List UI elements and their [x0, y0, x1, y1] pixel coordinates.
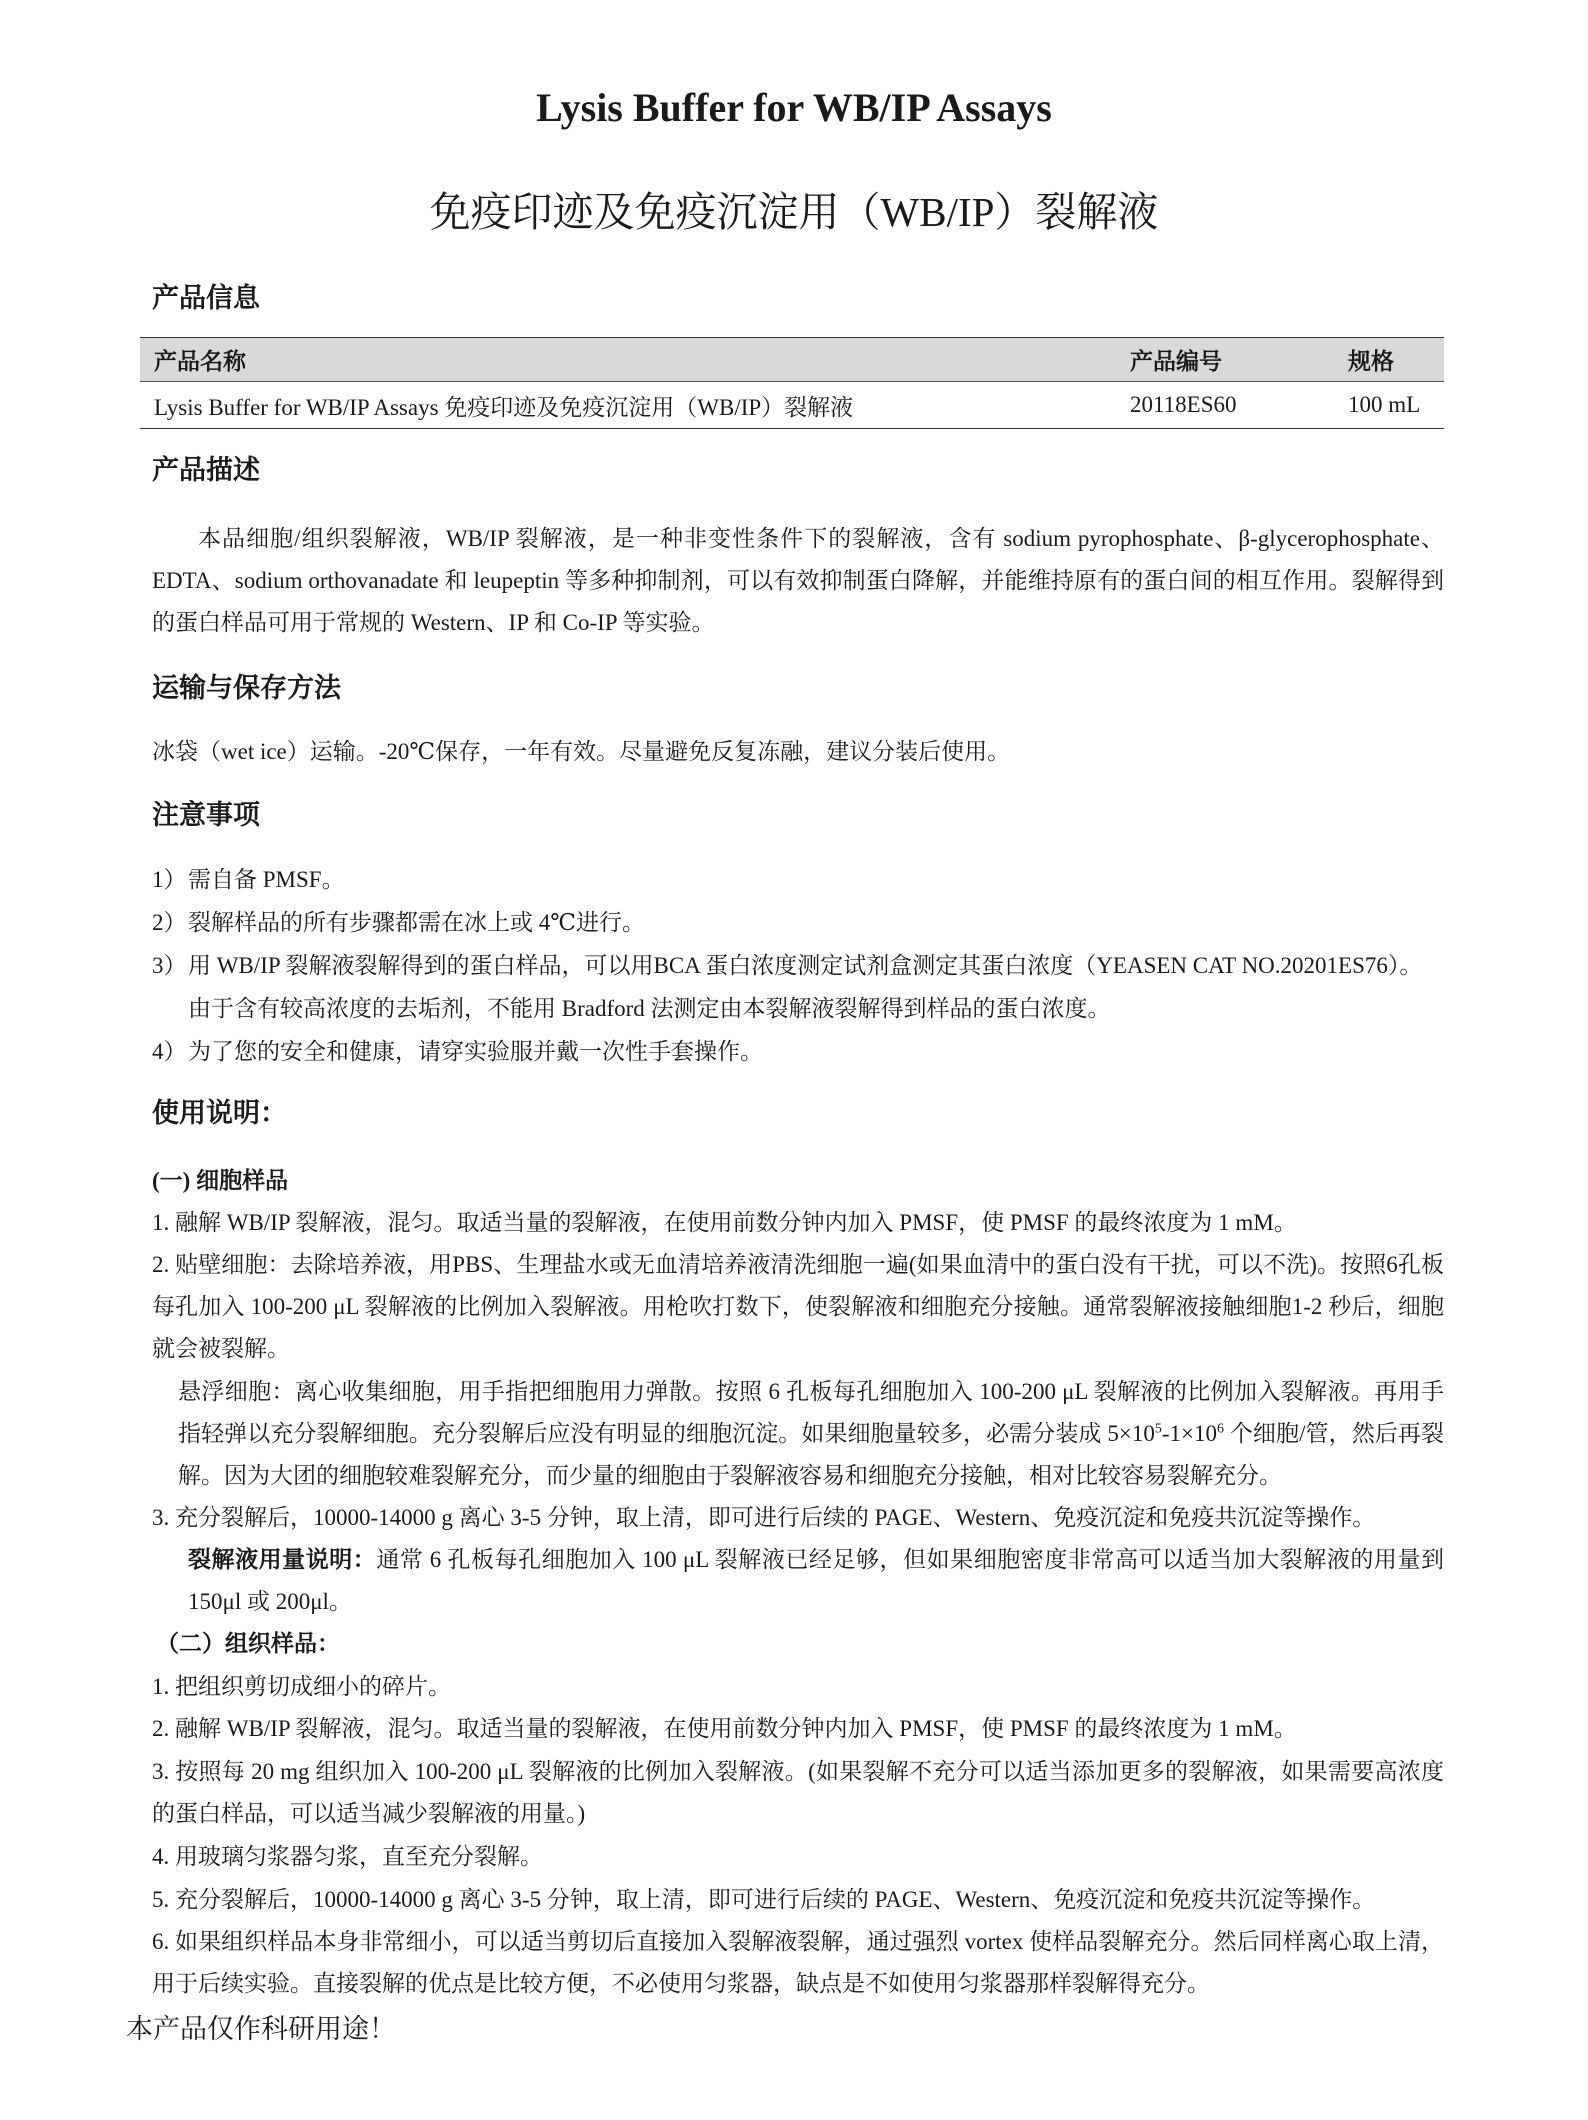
- cell-product-name: Lysis Buffer for WB/IP Assays 免疫印迹及免疫沉淀用（WB/IP）裂解液: [140, 382, 1116, 429]
- header-catalog-number: 产品编号: [1116, 338, 1334, 382]
- footer-research-use: 本产品仅作科研用途！: [126, 2014, 396, 2044]
- usage-heading: 使用说明：: [152, 1098, 287, 1128]
- product-info-heading: 产品信息: [152, 283, 260, 313]
- description-text: 本品细胞/组织裂解液，WB/IP 裂解液，是一种非变性条件下的裂解液，含有 sodium pyrophosphate、β-glycerophosphate、EDTA、sodium orthovanadate 和 leupeptin 等多种抑制剂，可以有效抑制蛋白降解，并能维持原有的蛋白间的相互作用。裂解得到的蛋白样品可用于常规的 Western、IP 和 Co-IP 等实验。: [152, 526, 1444, 635]
- description-heading: 产品描述: [152, 455, 260, 485]
- tissue-step-6: 6. 如果组织样品本身非常细小，可以适当剪切后直接加入裂解液裂解，通过强烈 vortex 使样品裂解充分。然后同样离心取上清，用于后续实验。直接裂解的优点是比较方便，不必使用匀浆器，缺点是不如使用匀浆器那样裂解得充分。: [152, 1929, 1444, 1996]
- note-item-4: 4）为了您的安全和健康，请穿实验服并戴一次性手套操作。: [152, 1039, 763, 1064]
- note-item-3: 3）用 WB/IP 裂解液裂解得到的蛋白样品，可以用BCA 蛋白浓度测定试剂盒测定其蛋白浓度（YEASEN CAT NO.20201ES76）。: [152, 953, 1423, 978]
- product-table: [140, 337, 1444, 429]
- note-item-1: 1）需自备 PMSF。: [152, 867, 345, 892]
- cell-step-3: 3. 充分裂解后，10000-14000 g 离心 3-5 分钟，取上清，即可进行后续的 PAGE、Western、免疫沉淀和免疫共沉淀等操作。: [152, 1505, 1376, 1530]
- tissue-step-3: 3. 按照每 20 mg 组织加入 100-200 μL 裂解液的比例加入裂解液。(如果裂解不充分可以适当添加更多的裂解液，如果需要高浓度的蛋白样品，可以适当减少裂解液的用量。): [152, 1759, 1444, 1826]
- note-item-3-continued: 由于含有较高浓度的去垢剂，不能用 Bradford 法测定由本裂解液裂解得到样品的蛋白浓度。: [188, 996, 1111, 1021]
- note-item-2: 2）裂解样品的所有步骤都需在冰上或 4℃进行。: [152, 910, 645, 935]
- cell-step-2: 2. 贴壁细胞：去除培养液，用PBS、生理盐水或无血清培养液清洗细胞一遍(如果血清中的蛋白没有干扰，可以不洗)。按照6孔板每孔加入 100-200 μL 裂解液的比例加入裂解液。用枪吹打数下，使裂解液和细胞充分接触。通常裂解液接触细胞1-2 秒后，细胞就会被裂解。: [152, 1252, 1444, 1361]
- title-english: Lysis Buffer for WB/IP Assays: [536, 85, 1052, 130]
- cell-volume-note: 裂解液用量说明：通常 6 孔板每孔细胞加入 100 μL 裂解液已经足够，但如果细胞密度非常高可以适当加大裂解液的用量到 150μl 或 200μl。: [188, 1547, 1445, 1614]
- storage-heading: 运输与保存方法: [152, 673, 341, 703]
- cell-sample-heading: (一) 细胞样品: [152, 1168, 289, 1193]
- notes-heading: 注意事项: [152, 800, 260, 830]
- table-row: [140, 382, 1444, 429]
- storage-text: 冰袋（wet ice）运输。-20℃保存，一年有效。尽量避免反复冻融，建议分装后使用。: [152, 739, 1011, 764]
- cell-step-1: 1. 融解 WB/IP 裂解液，混匀。取适当量的裂解液，在使用前数分钟内加入 PMSF，使 PMSF 的最终浓度为 1 mM。: [152, 1210, 1297, 1235]
- title-chinese: 免疫印迹及免疫沉淀用（WB/IP）裂解液: [429, 189, 1159, 235]
- header-size: 规格: [1334, 338, 1444, 382]
- cell-size: 100 mL: [1334, 382, 1444, 429]
- header-product-name: 产品名称: [140, 338, 1116, 382]
- tissue-sample-heading: （二）组织样品：: [156, 1631, 340, 1656]
- cell-suspension-text: 悬浮细胞：离心收集细胞，用手指把细胞用力弹散。按照 6 孔板每孔细胞加入 100-200 μL 裂解液的比例加入裂解液。再用手指轻弹以充分裂解细胞。充分裂解后应没有明显的细胞沉淀。如果细胞量较多，必需分装成 $5\times 10^5-1\times 10^6$ 个细胞/管，然后再裂解。因为大团的细胞较难裂解充分，而少量的细胞由于裂解液容易和细胞充分接触，相对比较容易裂解充分。: [178, 1379, 1444, 1488]
- tissue-step-4: 4. 用玻璃匀浆器匀浆，直至充分裂解。: [152, 1844, 543, 1869]
- cell-catalog-number: 20118ES60: [1116, 382, 1334, 429]
- tissue-step-5: 5. 充分裂解后，10000-14000 g 离心 3-5 分钟，取上清，即可进行后续的 PAGE、Western、免疫沉淀和免疫共沉淀等操作。: [152, 1887, 1376, 1912]
- tissue-step-1: 1. 把组织剪切成细小的碎片。: [152, 1674, 451, 1699]
- tissue-step-2: 2. 融解 WB/IP 裂解液，混匀。取适当量的裂解液，在使用前数分钟内加入 PMSF，使 PMSF 的最终浓度为 1 mM。: [152, 1716, 1297, 1741]
- product-table-header-row: [140, 338, 1444, 382]
